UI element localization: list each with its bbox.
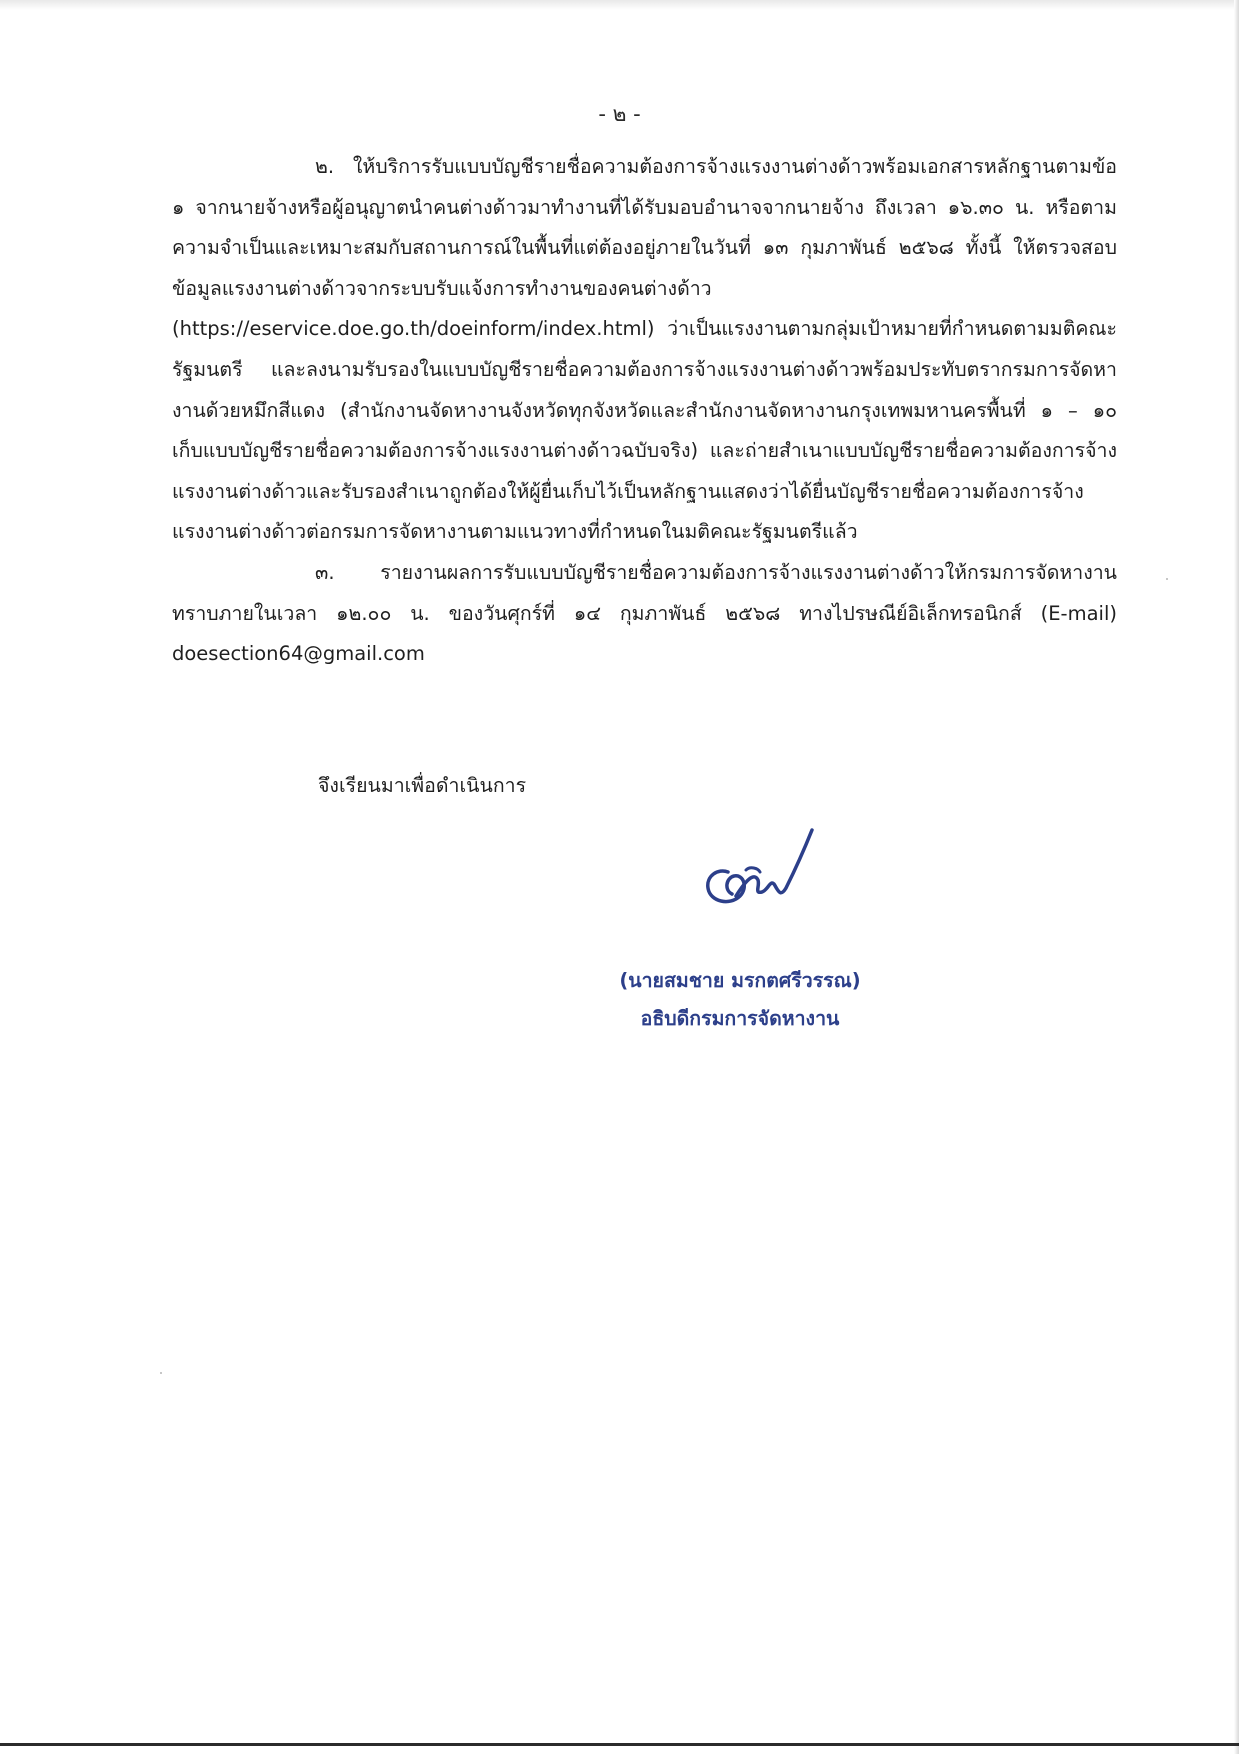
signatory-position: อธิบดีกรมการจัดหางาน: [640, 1007, 840, 1030]
closing-line: จึงเรียนมาเพื่อดำเนินการ: [318, 774, 527, 797]
signature-block: [540, 962, 940, 1038]
page-number: - ๒ -: [598, 102, 641, 126]
signatory-name: (นายสมชาย มรกตศรีวรรณ): [619, 969, 861, 992]
scan-edge-bottom: [0, 1743, 1239, 1746]
scan-speck: [1166, 578, 1168, 580]
scan-edge-right: [1234, 0, 1239, 1754]
paragraph-item-3: ๓. รายงานผลการรับแบบบัญชีรายชื่อความต้องการจ้างแรงงานต่างด้าวให้กรมการจัดหางานทราบภายในเวลา ๑๒.๐๐ น. ของวันศุกร์ที่ ๑๔ กุมภาพันธ์ ๒๕๖๘ ทางไปรษณีย์อิเล็กทรอนิกส์ (E-mail) doesection64@gmail.com: [172, 560, 1117, 666]
letter-body: [172, 147, 1117, 675]
handwritten-signature: [688, 810, 820, 915]
paragraph-item-2: ๒. ให้บริการรับแบบบัญชีรายชื่อความต้องการจ้างแรงงานต่างด้าวพร้อมเอกสารหลักฐานตามข้อ ๑ จากนายจ้างหรือผู้อนุญาตนำคนต่างด้าวมาทำงานที่ได้รับมอบอำนาจจากนายจ้าง ถึงเวลา ๑๖.๓๐ น. หรือตามความจำเป็นและเหมาะสมกับสถานการณ์ในพื้นที่แต่ต้องอยู่ภายในวันที่ ๑๓ กุมภาพันธ์ ๒๕๖๘ ทั้งนี้ ให้ตรวจสอบข้อมูลแรงงานต่างด้าวจากระบบรับแจ้งการทำงานของคนต่างด้าว (https://eservice.doe.go.th/doeinform/index.html) ว่าเป็นแรงงานตามกลุ่มเป้าหมายที่กำหนดตามมติคณะรัฐมนตรี และลงนามรับรองในแบบบัญชีรายชื่อความต้องการจ้างแรงงานต่างด้าวพร้อมประทับตรากรมการจัดหางานด้วยหมึกสีแดง (สำนักงานจัดหางานจังหวัดทุกจังหวัดและสำนักงานจัดหางานกรุงเทพมหานครพื้นที่ ๑ – ๑๐ เก็บแบบบัญชีรายชื่อความต้องการจ้างแรงงานต่างด้าวฉบับจริง) และถ่ายสำเนาแบบบัญชีรายชื่อความต้องการจ้างแรงงานต่างด้าวและรับรองสำเนาถูกต้องให้ผู้ยื่นเก็บไว้เป็นหลักฐานแสดงว่าได้ยื่นบัญชีรายชื่อความต้องการจ้างแรงงานต่างด้าวต่อกรมการจัดหางานตามแนวทางที่กำหนดในมติคณะรัฐมนตรีแล้ว: [172, 155, 1117, 544]
scan-speck: [160, 1372, 162, 1374]
scan-edge-top: [0, 0, 1239, 10]
